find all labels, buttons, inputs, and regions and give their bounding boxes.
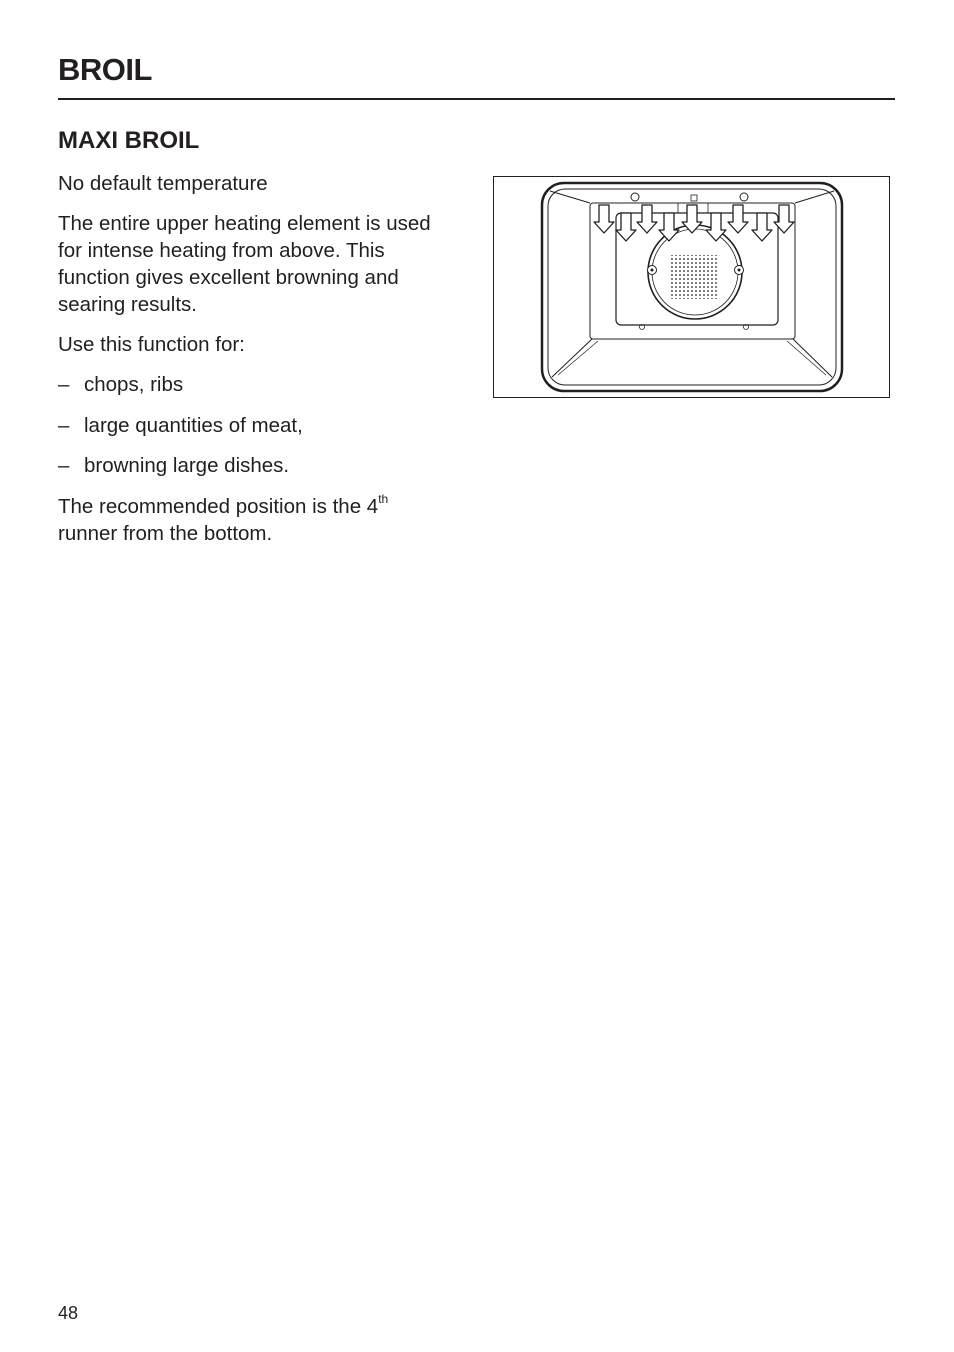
- use-intro-text: Use this function for:: [58, 333, 245, 356]
- list-item-text: large quantities of meat,: [84, 413, 303, 437]
- list-item-text: browning large dishes.: [84, 454, 290, 477]
- position-suffix: runner from the bottom.: [58, 521, 273, 545]
- position-prefix: The recommended position is the 4: [58, 494, 379, 518]
- heat-arrow-icon: [752, 213, 772, 241]
- page-title: BROIL: [58, 52, 152, 87]
- list-item: [58, 452, 458, 479]
- oven-illustration: [494, 177, 888, 396]
- description-text: The entire upper heating element is used for intense heating from above. This function gives excellent browning and searing results.: [58, 212, 431, 316]
- recommended-position-text: [58, 493, 458, 547]
- body-text: [58, 170, 458, 560]
- position-superscript: th: [378, 491, 389, 506]
- list-dash: –: [58, 373, 70, 396]
- heat-arrow-icon: [728, 205, 748, 233]
- uses-list: [58, 371, 458, 479]
- list-dash: –: [58, 454, 70, 477]
- heat-arrow-icon: [774, 205, 794, 233]
- heat-arrow-icon: [637, 205, 657, 233]
- oven-diagram: [493, 176, 890, 398]
- list-item: [58, 412, 458, 439]
- list-dash: –: [58, 413, 70, 437]
- list-item-text: chops, ribs: [84, 373, 184, 396]
- list-item: [58, 371, 458, 398]
- title-divider: [58, 98, 895, 100]
- heat-arrow-icon: [594, 205, 614, 233]
- default-temperature-text: No default temperature: [58, 172, 268, 195]
- section-heading: MAXI BROIL: [58, 127, 200, 154]
- page-number: 48: [58, 1303, 79, 1323]
- heat-arrow-icon: [616, 213, 636, 241]
